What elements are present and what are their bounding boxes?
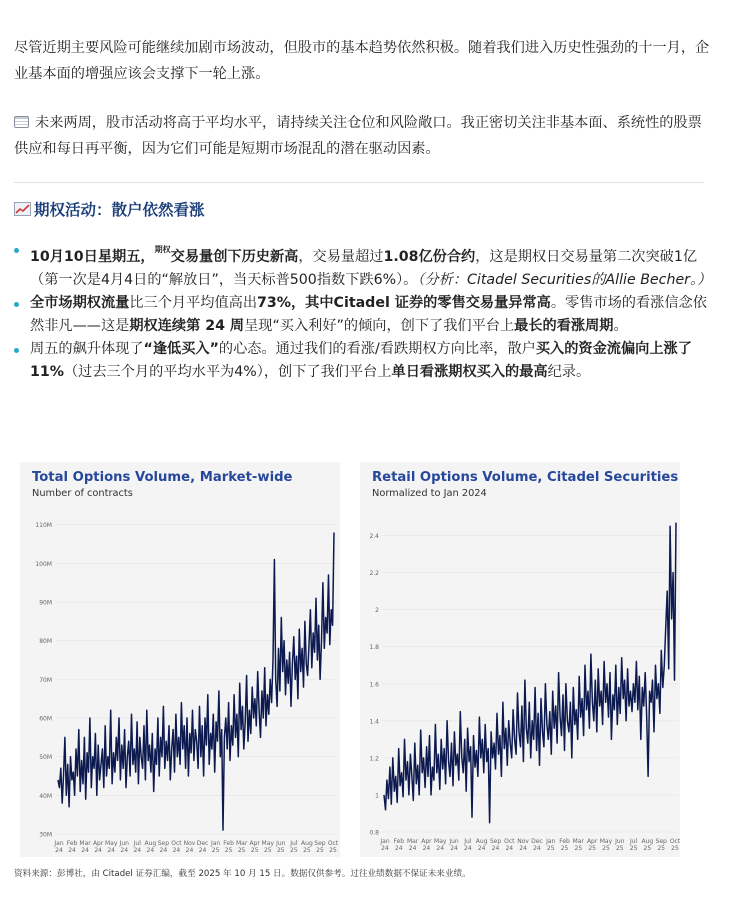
bullet-dot [14,248,19,253]
x-tick-month: Aug [144,840,157,847]
b1-analysis-credit: （分析：Citadel Securities的Allie Becher。） [417,272,712,288]
x-tick-year: 24 [198,847,207,854]
y-tick-label: 1.8 [369,644,379,652]
x-tick-month: Sep [314,840,326,847]
x-tick-year: 25 [588,845,596,852]
outlook-paragraph [14,110,714,162]
x-tick-month: Jul [133,840,141,847]
chart-panel-retail [360,462,680,857]
x-tick-month: Jan [210,840,221,847]
b1-date: 10月10日星期五， [30,249,155,265]
b2-t4: 。 [613,318,628,334]
y-tick-label: 90M [39,599,52,607]
x-tick-month: Nov [517,838,529,845]
y-tick-label: 1.2 [369,755,379,763]
x-tick-month: Dec [196,840,209,847]
x-tick-year: 24 [55,847,63,854]
y-tick-label: 70M [39,676,52,684]
x-tick-month: Feb [393,838,405,845]
x-tick-year: 25 [574,845,583,852]
x-tick-year: 25 [250,847,259,854]
x-tick-month: Jan [54,840,64,847]
x-tick-month: Mar [572,838,584,845]
x-tick-month: Mar [236,840,248,847]
x-tick-month: May [434,838,447,845]
x-tick-month: Jul [629,838,638,845]
b2-bold1: 全市场期权流量 [30,295,130,311]
x-tick-month: Oct [327,840,339,847]
x-tick-year: 25 [316,847,324,854]
x-tick-year: 24 [505,845,514,852]
b3-bold3: 单日看涨期权买入的最高 [391,364,548,380]
x-tick-year: 25 [615,845,624,852]
y-tick-label: 60M [39,715,52,723]
x-tick-month: Jun [276,840,286,847]
x-tick-month: Mar [406,838,419,845]
b1-t1: ，交易量超过 [298,249,384,265]
chart-panel-market-wide [20,462,340,857]
source-note: 资料来源：彭博社，由 Citadel 证券汇编，截至 2025 年 10 月 15 日。数据仅供参考。过往业绩数据不保证未来业绩。 [14,869,471,879]
x-tick-month: May [104,840,118,847]
x-tick-month: Oct [504,838,515,845]
x-tick-month: Jun [449,838,459,845]
x-tick-month: Apr [249,840,260,847]
y-tick-label: 1.4 [369,718,379,726]
x-tick-year: 24 [477,845,486,852]
y-tick-label: 2.4 [369,533,379,541]
x-tick-month: Dec [531,838,543,845]
x-tick-month: Apr [586,838,598,845]
b2-bold4: 最长的看涨周期 [514,318,614,334]
y-tick-label: 1 [375,792,379,800]
x-tick-year: 24 [464,845,472,852]
x-tick-year: 24 [491,845,500,852]
news-icon [14,116,29,128]
x-tick-month: Feb [66,840,78,847]
x-tick-year: 25 [211,847,220,854]
x-tick-year: 24 [450,845,458,852]
x-tick-month: Aug [475,838,488,845]
section-title-text: 期权活动：散户依然看涨 [34,201,205,219]
x-tick-year: 25 [329,847,337,854]
x-tick-year: 24 [94,847,102,854]
chart-title-retail: Retail Options Volume, Citadel Securities [372,470,679,485]
x-tick-month: Sep [655,838,667,845]
x-tick-year: 24 [159,847,168,854]
x-tick-month: Aug [301,840,313,847]
x-tick-year: 24 [519,845,527,852]
b3-t4: 纪录。 [547,364,591,380]
x-tick-month: Apr [421,838,432,845]
outlook-text: 未来两周，股市活动将高于平均水平，请持续关注仓位和风险敞口。我正密切关注非基本面、系统性的股票供应和每日再平衡，因为它们可能是短期市场混乱的潜在驱动因素。 [14,115,702,157]
section-divider [14,182,704,183]
x-tick-year: 24 [146,847,155,854]
x-tick-year: 24 [394,845,403,852]
b3-t3: （过去三个月的平均水平为4%），创下了我们平台上 [63,364,392,380]
x-tick-month: Oct [669,838,680,845]
intro-paragraph: 尽管近期主要风险可能继续加剧市场波动，但股市的基本趋势依然积极。随着我们进入历史性强劲的十一月，企业基本面的增强应该会支撑下一轮上涨。 [14,40,710,82]
series-line [384,523,676,823]
x-tick-month: Feb [223,840,234,847]
x-tick-year: 24 [133,847,142,854]
chart-subtitle-retail: Normalized to Jan 2024 [372,488,487,499]
b1-sup: 期权 [154,245,171,254]
x-tick-year: 25 [643,845,652,852]
bullet-list [14,238,714,384]
x-tick-year: 25 [224,847,233,854]
bullet-item-buy-the-dip [14,338,714,384]
x-tick-year: 25 [671,845,679,852]
b3-bold2: 买入的资金流偏向上涨了11% [30,341,692,380]
x-tick-year: 24 [533,845,541,852]
y-tick-label: 0.8 [369,829,379,837]
x-tick-month: Mar [79,840,91,847]
chart-increasing-icon [14,202,31,216]
x-tick-year: 25 [657,845,666,852]
b2-bold2: 73%，其中Citadel 证券的零售交易量异常高 [257,295,551,311]
x-tick-year: 24 [436,845,445,852]
x-tick-year: 24 [107,847,116,854]
x-tick-year: 24 [185,847,194,854]
x-tick-year: 25 [303,847,311,854]
y-tick-label: 50M [39,754,52,762]
b1-t2: ，这是期权日交易量第二次突破1亿（第一次是4月4日的“解放日”，当天标普500指数下跌6%）。 [30,249,698,288]
x-tick-month: Feb [559,838,570,845]
x-tick-year: 25 [546,845,555,852]
x-tick-year: 24 [81,847,89,854]
chart-title-market-wide: Total Options Volume, Market-wide [32,470,293,485]
x-tick-year: 25 [263,847,272,854]
x-tick-year: 24 [120,847,129,854]
x-tick-year: 25 [602,845,610,852]
series-line [58,533,334,831]
x-tick-year: 24 [422,845,431,852]
x-tick-month: Jan [380,838,390,845]
chart-subtitle-market-wide: Number of contracts [32,488,133,499]
b2-t1: 比三个月平均值高出 [129,295,258,311]
x-tick-year: 25 [290,847,298,854]
y-tick-label: 110M [35,522,52,530]
y-tick-label: 30M [39,831,52,839]
retail-volume-chart [360,462,680,857]
y-tick-label: 2 [375,607,379,615]
x-tick-month: Jul [290,840,298,847]
x-tick-year: 24 [172,847,181,854]
b1-bold2: 1.08亿份合约 [383,249,476,265]
b3-t1: 周五的飙升体现了 [30,341,144,357]
market-wide-volume-chart [20,462,340,857]
b2-t3: 呈现“买入利好”的倾向，创下了我们平台上 [244,318,515,334]
b2-t2: 。零售市场的看涨信念依然非凡——这是 [30,295,707,334]
bullet-dot [14,302,19,307]
y-tick-label: 40M [39,792,52,800]
b1-bold1: 交易量创下历史新高 [170,249,299,265]
x-tick-month: Nov [183,840,196,847]
x-tick-year: 24 [408,845,417,852]
x-tick-month: Sep [489,838,502,845]
b2-bold3: 期权连续第 24 周 [129,318,245,334]
x-tick-month: Jun [615,838,625,845]
x-tick-month: May [261,840,274,847]
x-tick-year: 25 [276,847,285,854]
x-tick-year: 25 [237,847,246,854]
x-tick-month: May [599,838,613,845]
x-tick-month: Apr [92,840,104,847]
bullet-dot [14,348,19,353]
x-tick-year: 24 [381,845,389,852]
x-tick-month: Sep [157,840,170,847]
y-tick-label: 100M [35,560,52,568]
x-tick-month: Aug [641,838,654,845]
x-tick-year: 25 [629,845,638,852]
y-tick-label: 80M [39,638,52,646]
section-title [14,198,205,220]
x-tick-year: 25 [560,845,569,852]
x-tick-month: Jun [119,840,129,847]
y-tick-label: 1.6 [369,681,379,689]
x-tick-month: Jan [546,838,556,845]
y-tick-label: 2.2 [369,570,379,578]
bullet-item-record-volume [14,238,714,292]
x-tick-year: 24 [68,847,76,854]
x-tick-month: Oct [171,840,182,847]
x-tick-month: Jul [464,838,472,845]
b3-t2: 的心态。通过我们的看涨/看跌期权方向比率，散户 [218,341,536,357]
b3-bold1: “逢低买入” [143,341,219,357]
bullet-item-options-flow [14,292,714,338]
